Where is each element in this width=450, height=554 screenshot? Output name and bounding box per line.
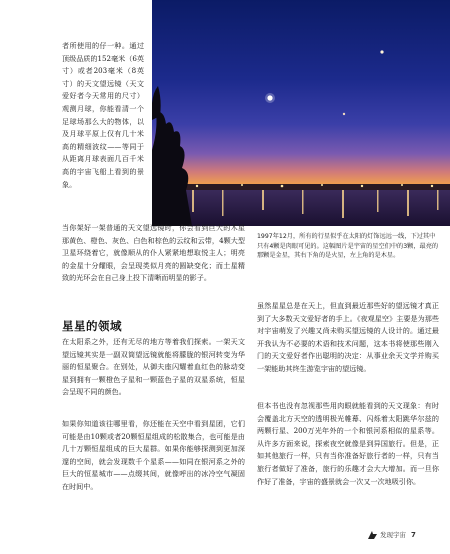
- photo-caption: 1997年12月，所有的行星似乎在太阳的灯饰远远一线，下过其中只有4颗是肉眼可见的。这幅图片是宇宙的星空们中的3颗，最亮的那颗是金星，其右下角的是火星，左上角的是木星。: [257, 233, 439, 260]
- mars-point: [343, 113, 345, 115]
- intro-paragraph: 者所使用的仔一种。通过顶级品质的152毫米（6英寸）或者203毫米（8英寸）的天文望远镜（天文爱好者今天常用的尺寸）观测月球，你能看清一个足球场那么大的物体，以及月球平原上仅有几十米高的精细波纹——等同于从距离月球表面几百千米高的宇宙飞船上看到的景象。: [62, 41, 144, 189]
- page-footer: [368, 530, 416, 539]
- telescope-paragraph: 当你架好一架普通的天文望远镜时，你会看到巨大的木星那黄色、橙色、灰色、白色和棕色的云纹和云带，4颗大型卫星环绕着它，就像顺从的仆人紧紧地想取悦主人；明亮的金星十分耀眼，会呈现类似月亮的圆缺变化；而土星精致的光环会在自己身上投下清晰而明显的影子。: [62, 223, 245, 283]
- stars-paragraph: 在太阳系之外，还有无尽的地方等着我们探索。一架天文望远镜其实是一副双筒望远镜就能将朦胧的银河转变为华丽的恒星聚合。在别处，从御夫座闪耀着血红色的脉动变星到拥有一颗橙色子星和一颗蓝色子星的双星系统，恒星会呈现不同的颜色。: [62, 337, 245, 397]
- page-number: 7: [411, 530, 416, 539]
- section-title: 星星的领域: [62, 319, 122, 333]
- book-intro-paragraph: 虽然星星总是在天上，但直到最近那些好的望远镜才真正到了大多数天文爱好者的手上。《夜观星空》主要是为那些对宇宙萌发了兴趣又尚未购买望远镜的人设计的。通过最开我认为不必要的术语和技术问题，这本书将使那些刚入门的天文爱好者作出聪明的决定：从事业余天文学并购买一架能助其终生游览宇宙的望远镜。: [257, 301, 439, 373]
- naked-eye-paragraph: 但本书也没有忽视那些用肉眼就能看到的天文现象：有时会覆盖北方天空的透明极光帷幕、闪烁着太阳跳华尔兹的两颗行星、200万光年外的一个和银河系相似的星系等。从许多方面来说，探索夜空就像是到异国旅行。但是，正如其他旅行一样，只有当你准备好旅行者的一样，只有当旅行者做好了准备，旅行的乐趣才会大大增加。而一旦你作好了准备，宇宙的盛景就会一次又一次地吸引你。: [257, 401, 439, 486]
- clusters-paragraph: 如果你知道该往哪里看，你还能在天空中看到星团，它们可能是由10颗或者20颗恒星组成的松散集合，也可能是由几十万颗恒星组成的巨大星群。如果你能够探测到更加深邃的空间，就会发现数千个星系——如同在银河系之外的巨大的恒星城市——点缀其间，就像呼出的冰冷空气凝固在时间中。: [62, 419, 245, 491]
- publisher-logo-icon: [368, 531, 377, 539]
- sunset-planets-image: [152, 0, 450, 226]
- night-sky-photo: [152, 0, 450, 226]
- footer-label: 发现宇宙: [380, 531, 406, 539]
- jupiter-point: [380, 50, 383, 53]
